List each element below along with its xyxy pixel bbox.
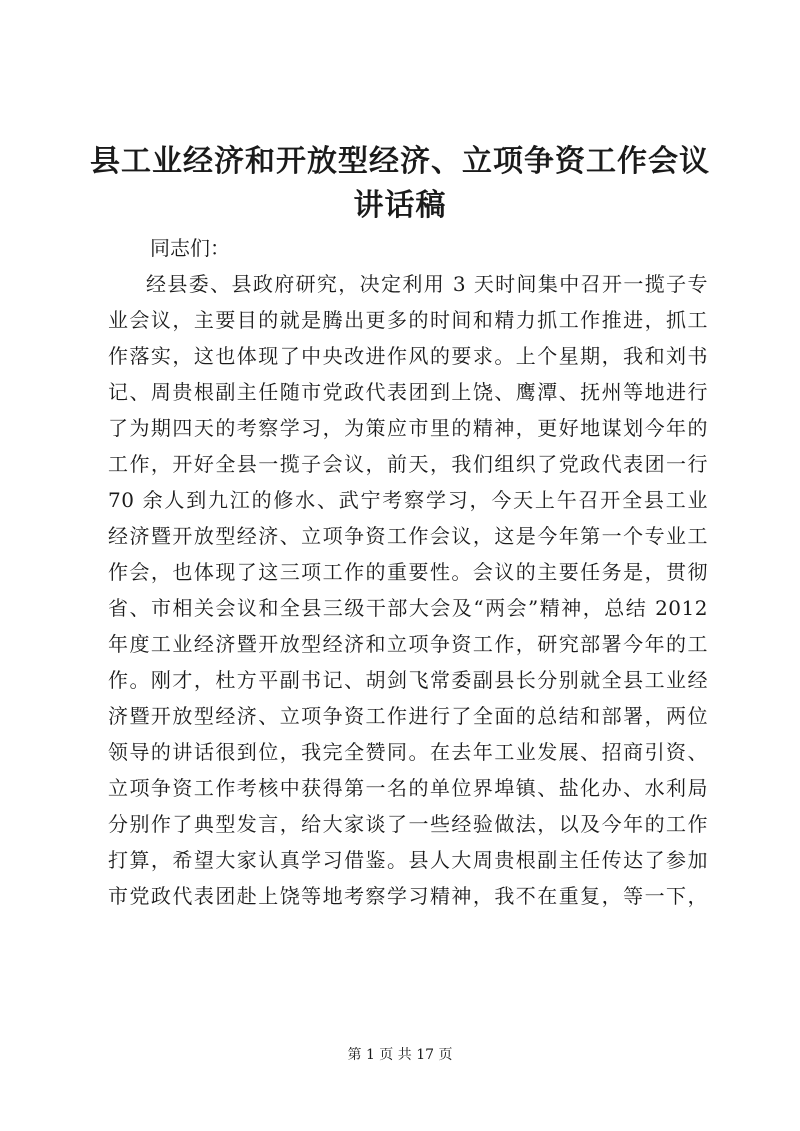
title-line-2: 讲话稿 [353,188,447,223]
paragraph-line: 经济暨开放型经济、立项争资工作会议，这是今年第一个专业工 [108,524,708,548]
paragraph-line: 作。刚才，杜方平副书记、胡剑飞常委副县长分别就全县工业经 [108,668,708,692]
paragraph-line: 经县委、县政府研究，决定利用 3 天时间集中召开一揽子专 [146,272,708,296]
paragraph-line: 领导的讲话很到位，我完全赞同。在去年工业发展、招商引资、 [108,740,708,764]
paragraph-line: 70 余人到九江的修水、武宁考察学习，今天上午召开全县工业 [108,488,708,512]
paragraph-line: 市党政代表团赴上饶等地考察学习精神，我不在重复，等一下， [108,884,708,908]
paragraph-line: 年度工业经济暨开放型经济和立项争资工作，研究部署今年的工 [108,632,708,656]
page-footer: 第 1 页 共 17 页 [347,1047,453,1063]
document-body [108,230,708,914]
paragraph-line: 了为期四天的考察学习，为策应市里的精神，更好地谋划今年的 [108,416,708,440]
paragraph-line: 分别作了典型发言，给大家谈了一些经验做法，以及今年的工作 [108,812,708,836]
title-line-1: 县工业经济和开放型经济、立项争资工作会议 [90,144,710,179]
salutation: 同志们： [150,236,230,260]
paragraph-line: 济暨开放型经济、立项争资工作进行了全面的总结和部署，两位 [108,704,708,728]
document-title [0,140,800,228]
paragraph-line: 立项争资工作考核中获得第一名的单位界埠镇、盐化办、水利局 [108,776,708,800]
paragraph-line: 打算，希望大家认真学习借鉴。县人大周贵根副主任传达了参加 [108,848,708,872]
paragraph-line: 工作，开好全县一揽子会议，前天，我们组织了党政代表团一行 [108,452,708,476]
paragraph-line: 作落实，这也体现了中央改进作风的要求。上个星期，我和刘书 [108,344,708,368]
paragraph-line: 业会议，主要目的就是腾出更多的时间和精力抓工作推进，抓工 [108,308,708,332]
paragraph-line: 记、周贵根副主任随市党政代表团到上饶、鹰潭、抚州等地进行 [108,380,708,404]
paragraph-line: 作会，也体现了这三项工作的重要性。会议的主要任务是，贯彻 [108,560,708,584]
paragraph-line: 省、市相关会议和全县三级干部大会及“两会”精神，总结 2012 [108,596,708,620]
